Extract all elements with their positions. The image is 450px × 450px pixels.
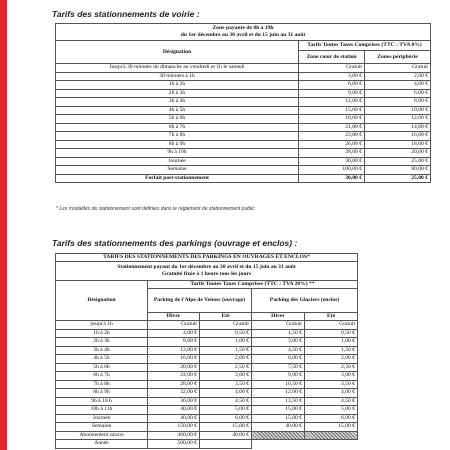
glaciers-ete-cell: 6,00 € — [305, 414, 358, 423]
parking-designation-cell: Année — [56, 440, 148, 449]
parking-designation-cell: jusqu'à 1h — [56, 321, 148, 330]
glaciers-hiver-cell: 13,50 € — [252, 397, 305, 406]
voirie-centre-cell: 6,00 € — [299, 81, 365, 90]
voirie-centre-cell: 18,00 € — [299, 115, 365, 124]
parking-venosc-header: Parking de l'Alpe de Venosc (ouvrage) — [148, 289, 252, 313]
voirie-designation-cell: 4h à 5h — [56, 106, 299, 115]
voirie-centre-cell: 23,00 € — [299, 132, 365, 141]
venosc-hiver-cell: 24,00 € — [148, 372, 200, 381]
venosc-ete-cell: 4,00 € — [200, 389, 252, 398]
venosc-hiver-cell: 500,00 € — [148, 440, 200, 449]
voirie-row — [56, 106, 431, 115]
parking-row — [56, 397, 358, 406]
voirie-centre-cell: 100,00 € — [299, 166, 365, 175]
voirie-centre-cell: 21,00 € — [299, 123, 365, 132]
parking-designation-cell: 5h à 6h — [56, 363, 148, 372]
voirie-designation-cell: Semaine — [56, 166, 299, 175]
voirie-centre-cell: 12,00 € — [299, 98, 365, 107]
voirie-centre-header: Zone cœur de station — [299, 51, 365, 64]
glaciers-hiver-cell: 3,00 € — [252, 338, 305, 347]
glaciers-hiver-cell: 7,50 € — [252, 363, 305, 372]
voirie-peri-cell: 6,00 € — [365, 89, 431, 98]
red-side-bar — [0, 0, 7, 450]
venosc-hiver-cell: 20,00 € — [148, 363, 200, 372]
venosc-hiver-cell: 12,00 € — [148, 346, 200, 355]
parking-designation-cell: 4h à 5h — [56, 355, 148, 364]
voirie-centre-cell: Gratuit — [299, 64, 365, 73]
voirie-peri-cell: 16,00 € — [365, 132, 431, 141]
parking-designation-cell: 6h à 7h — [56, 372, 148, 381]
glaciers-ete-cell: 1,00 € — [305, 338, 358, 347]
venosc-ete-cell: 1,50 € — [200, 346, 252, 355]
voirie-row — [56, 166, 431, 175]
voirie-row — [56, 174, 431, 183]
voirie-designation-cell: Jusqu'à 30 minutes du dimanche au vendredi et 1h le samedi — [56, 64, 299, 73]
parkings-section-title: Tarifs des stationnements des parkings (ouvrage et enclos) : — [52, 238, 298, 248]
parking-row — [56, 423, 358, 432]
glaciers-hiver-cell: Gratuit — [252, 321, 305, 330]
venosc-ete-cell: 5,00 € — [200, 406, 252, 415]
glaciers-hiver-cell: 12,00 € — [252, 389, 305, 398]
voirie-centre-cell: 9,00 € — [299, 89, 365, 98]
glaciers-hiver-header: Hiver — [252, 313, 305, 321]
voirie-row — [56, 115, 431, 124]
voirie-peri-cell: 25,00 € — [365, 157, 431, 166]
voirie-designation-header: Désignation — [56, 41, 299, 64]
voirie-peri-cell: 12,00 € — [365, 115, 431, 124]
glaciers-hiver-cell: 6,00 € — [252, 355, 305, 364]
glaciers-hiver-cell: 10,50 € — [252, 380, 305, 389]
glaciers-hiver-cell: 9,00 € — [252, 372, 305, 381]
venosc-ete-cell: 1,00 € — [200, 338, 252, 347]
voirie-peri-cell: 10,00 € — [365, 106, 431, 115]
voirie-peri-header: Zones périphérie — [365, 51, 431, 64]
glaciers-hiver-cell: 40,00 € — [252, 423, 305, 432]
parking-row — [56, 406, 358, 415]
glaciers-hiver-cell — [252, 431, 305, 440]
voirie-designation-cell: 5h à 6h — [56, 115, 299, 124]
parking-row — [56, 346, 358, 355]
parking-row — [56, 321, 358, 330]
voirie-designation-cell: 2h à 3h — [56, 89, 299, 98]
parking-designation-cell: 7h à 8h — [56, 380, 148, 389]
venosc-hiver-cell: 36,00 € — [148, 397, 200, 406]
parking-glaciers-header: Parking des Glaciers (enclos) — [252, 289, 358, 313]
glaciers-ete-cell: Gratuit — [305, 321, 358, 330]
voirie-row — [56, 89, 431, 98]
parking-designation-cell: 9h à 10 h — [56, 397, 148, 406]
voirie-designation-cell: Forfait post-stationnement — [56, 174, 299, 183]
venosc-ete-cell: 2,50 € — [200, 363, 252, 372]
venosc-hiver-cell: 8,00 € — [148, 338, 200, 347]
parking-row — [56, 380, 358, 389]
parking-designation-cell: 10h à 11h — [56, 406, 148, 415]
venosc-hiver-cell: 32,00 € — [148, 389, 200, 398]
parking-designation-cell: Journée — [56, 414, 148, 423]
voirie-tarifs-header: Tarifs Toutes Taxes Comprises (TTC : TVA 0%) — [299, 41, 431, 51]
voirie-peri-cell: 4,00 € — [365, 81, 431, 90]
voirie-centre-cell: 26,00 € — [299, 140, 365, 149]
parkings-dates-header: Stationnement payant du 1er décembre au 30 avril et du 15 juin au 31 août Gratuité fixée à 1 heure tous les jours — [56, 262, 358, 281]
voirie-row — [56, 149, 431, 158]
glaciers-hiver-cell: 15,00 € — [252, 406, 305, 415]
voirie-row — [56, 123, 431, 132]
voirie-row — [56, 132, 431, 141]
voirie-peri-cell: 14,00 € — [365, 123, 431, 132]
voirie-row — [56, 64, 431, 73]
glaciers-ete-cell: 2,00 € — [305, 355, 358, 364]
glaciers-hiver-cell: 15,00 € — [252, 414, 305, 423]
parking-designation-cell: 8h à 9h — [56, 389, 148, 398]
voirie-peri-cell: Gratuit — [365, 64, 431, 73]
voirie-zone-header: Zone payante de 8h à 19h du 1er décembre au 30 avril et du 15 juin au 31 août — [56, 24, 431, 41]
glaciers-ete-cell: 3,50 € — [305, 380, 358, 389]
voirie-row — [56, 72, 431, 81]
voirie-tariff-table — [55, 23, 431, 183]
parking-designation-cell: 2h à 3h — [56, 338, 148, 347]
venosc-hiver-cell: 28,00 € — [148, 380, 200, 389]
parking-designation-cell: 3h à 4h — [56, 346, 148, 355]
parking-row — [56, 363, 358, 372]
voirie-section-title: Tarifs des stationnements de voirie : — [52, 9, 200, 19]
parking-row — [56, 431, 358, 440]
venosc-ete-header: Eté — [200, 313, 252, 321]
parking-row — [56, 440, 358, 449]
venosc-ete-cell: 40,00 € — [200, 431, 252, 440]
voirie-designation-cell: 1h à 2h — [56, 81, 299, 90]
voirie-row — [56, 98, 431, 107]
parkings-designation-header: Désignation — [56, 281, 148, 321]
parkings-tarifs-header: Tarifs Toutes Taxes Comprises (TTC : TVA 20%) ** — [148, 281, 358, 289]
glaciers-ete-cell: 3,00 € — [305, 372, 358, 381]
voirie-peri-cell: 8,00 € — [365, 98, 431, 107]
voirie-peri-cell: 80,00 € — [365, 166, 431, 175]
glaciers-ete-cell: 2,50 € — [305, 363, 358, 372]
voirie-designation-cell: 7h à 8h — [56, 132, 299, 141]
parking-row — [56, 389, 358, 398]
glaciers-ete-cell: 5,00 € — [305, 406, 358, 415]
venosc-hiver-cell: Gratuit — [148, 321, 200, 330]
venosc-ete-cell: Gratuit — [200, 321, 252, 330]
parking-row — [56, 329, 358, 338]
venosc-ete-cell: 3,50 € — [200, 380, 252, 389]
glaciers-ete-cell: 0,50 € — [305, 329, 358, 338]
glaciers-ete-header: Eté — [305, 313, 358, 321]
venosc-ete-cell — [200, 440, 252, 449]
voirie-designation-cell: 9h à 10h — [56, 149, 299, 158]
venosc-hiver-cell: 40,00 € — [148, 414, 200, 423]
parking-designation-cell: Abonnement saison — [56, 431, 148, 440]
voirie-peri-cell: 18,00 € — [365, 140, 431, 149]
voirie-designation-cell: 6h à 7h — [56, 123, 299, 132]
voirie-designation-cell: 30 minutes à 1h — [56, 72, 299, 81]
venosc-hiver-cell: 460,00 € — [148, 431, 200, 440]
venosc-ete-cell: 2,00 € — [200, 355, 252, 364]
voirie-row — [56, 140, 431, 149]
voirie-peri-cell: 2,00 € — [365, 72, 431, 81]
glaciers-hiver-cell: 1,50 € — [252, 329, 305, 338]
voirie-centre-cell: 3,00 € — [299, 72, 365, 81]
venosc-hiver-cell: 16,00 € — [148, 355, 200, 364]
voirie-footnote: * Les modalités de stationnement sont définies dans le règlement de stationnement public — [56, 206, 255, 212]
venosc-ete-cell: 3,00 € — [200, 372, 252, 381]
voirie-centre-cell: 15,00 € — [299, 106, 365, 115]
voirie-designation-cell: Journée — [56, 157, 299, 166]
venosc-hiver-header: Hiver — [148, 313, 200, 321]
voirie-centre-cell: 30,00 € — [299, 157, 365, 166]
parking-row — [56, 372, 358, 381]
parking-designation-cell: 1h à 2h — [56, 329, 148, 338]
parking-row — [56, 355, 358, 364]
parking-row — [56, 414, 358, 423]
voirie-centre-cell: 30,00 € — [299, 174, 365, 183]
venosc-ete-cell: 4,50 € — [200, 397, 252, 406]
voirie-peri-cell: 25,00 € — [365, 174, 431, 183]
venosc-ete-cell: 0,50 € — [200, 329, 252, 338]
voirie-row — [56, 157, 431, 166]
venosc-hiver-cell: 150,00 € — [148, 423, 200, 432]
glaciers-hiver-cell: 4,50 € — [252, 346, 305, 355]
glaciers-ete-cell: 15,00 € — [305, 423, 358, 432]
voirie-designation-cell: 3h à 4h — [56, 98, 299, 107]
glaciers-ete-cell: 4,00 € — [305, 389, 358, 398]
parkings-tariff-table — [55, 253, 358, 449]
venosc-hiver-cell: 40,00 € — [148, 406, 200, 415]
parking-row — [56, 338, 358, 347]
glaciers-ete-cell: 1,50 € — [305, 346, 358, 355]
voirie-centre-cell: 28,00 € — [299, 149, 365, 158]
voirie-designation-cell: 8h à 9h — [56, 140, 299, 149]
parking-designation-cell: Semaine — [56, 423, 148, 432]
voirie-row — [56, 81, 431, 90]
venosc-ete-cell: 15,00 € — [200, 423, 252, 432]
venosc-hiver-cell: 4,00 € — [148, 329, 200, 338]
glaciers-ete-cell: 4,50 € — [305, 397, 358, 406]
voirie-peri-cell: 20,00 € — [365, 149, 431, 158]
venosc-ete-cell: 6,00 € — [200, 414, 252, 423]
glaciers-ete-cell — [305, 431, 358, 440]
parkings-main-header: TARIFS DES STATIONNEMENTS DES PARKINGS EN OUVRAGES ET ENCLOS* — [56, 254, 358, 262]
